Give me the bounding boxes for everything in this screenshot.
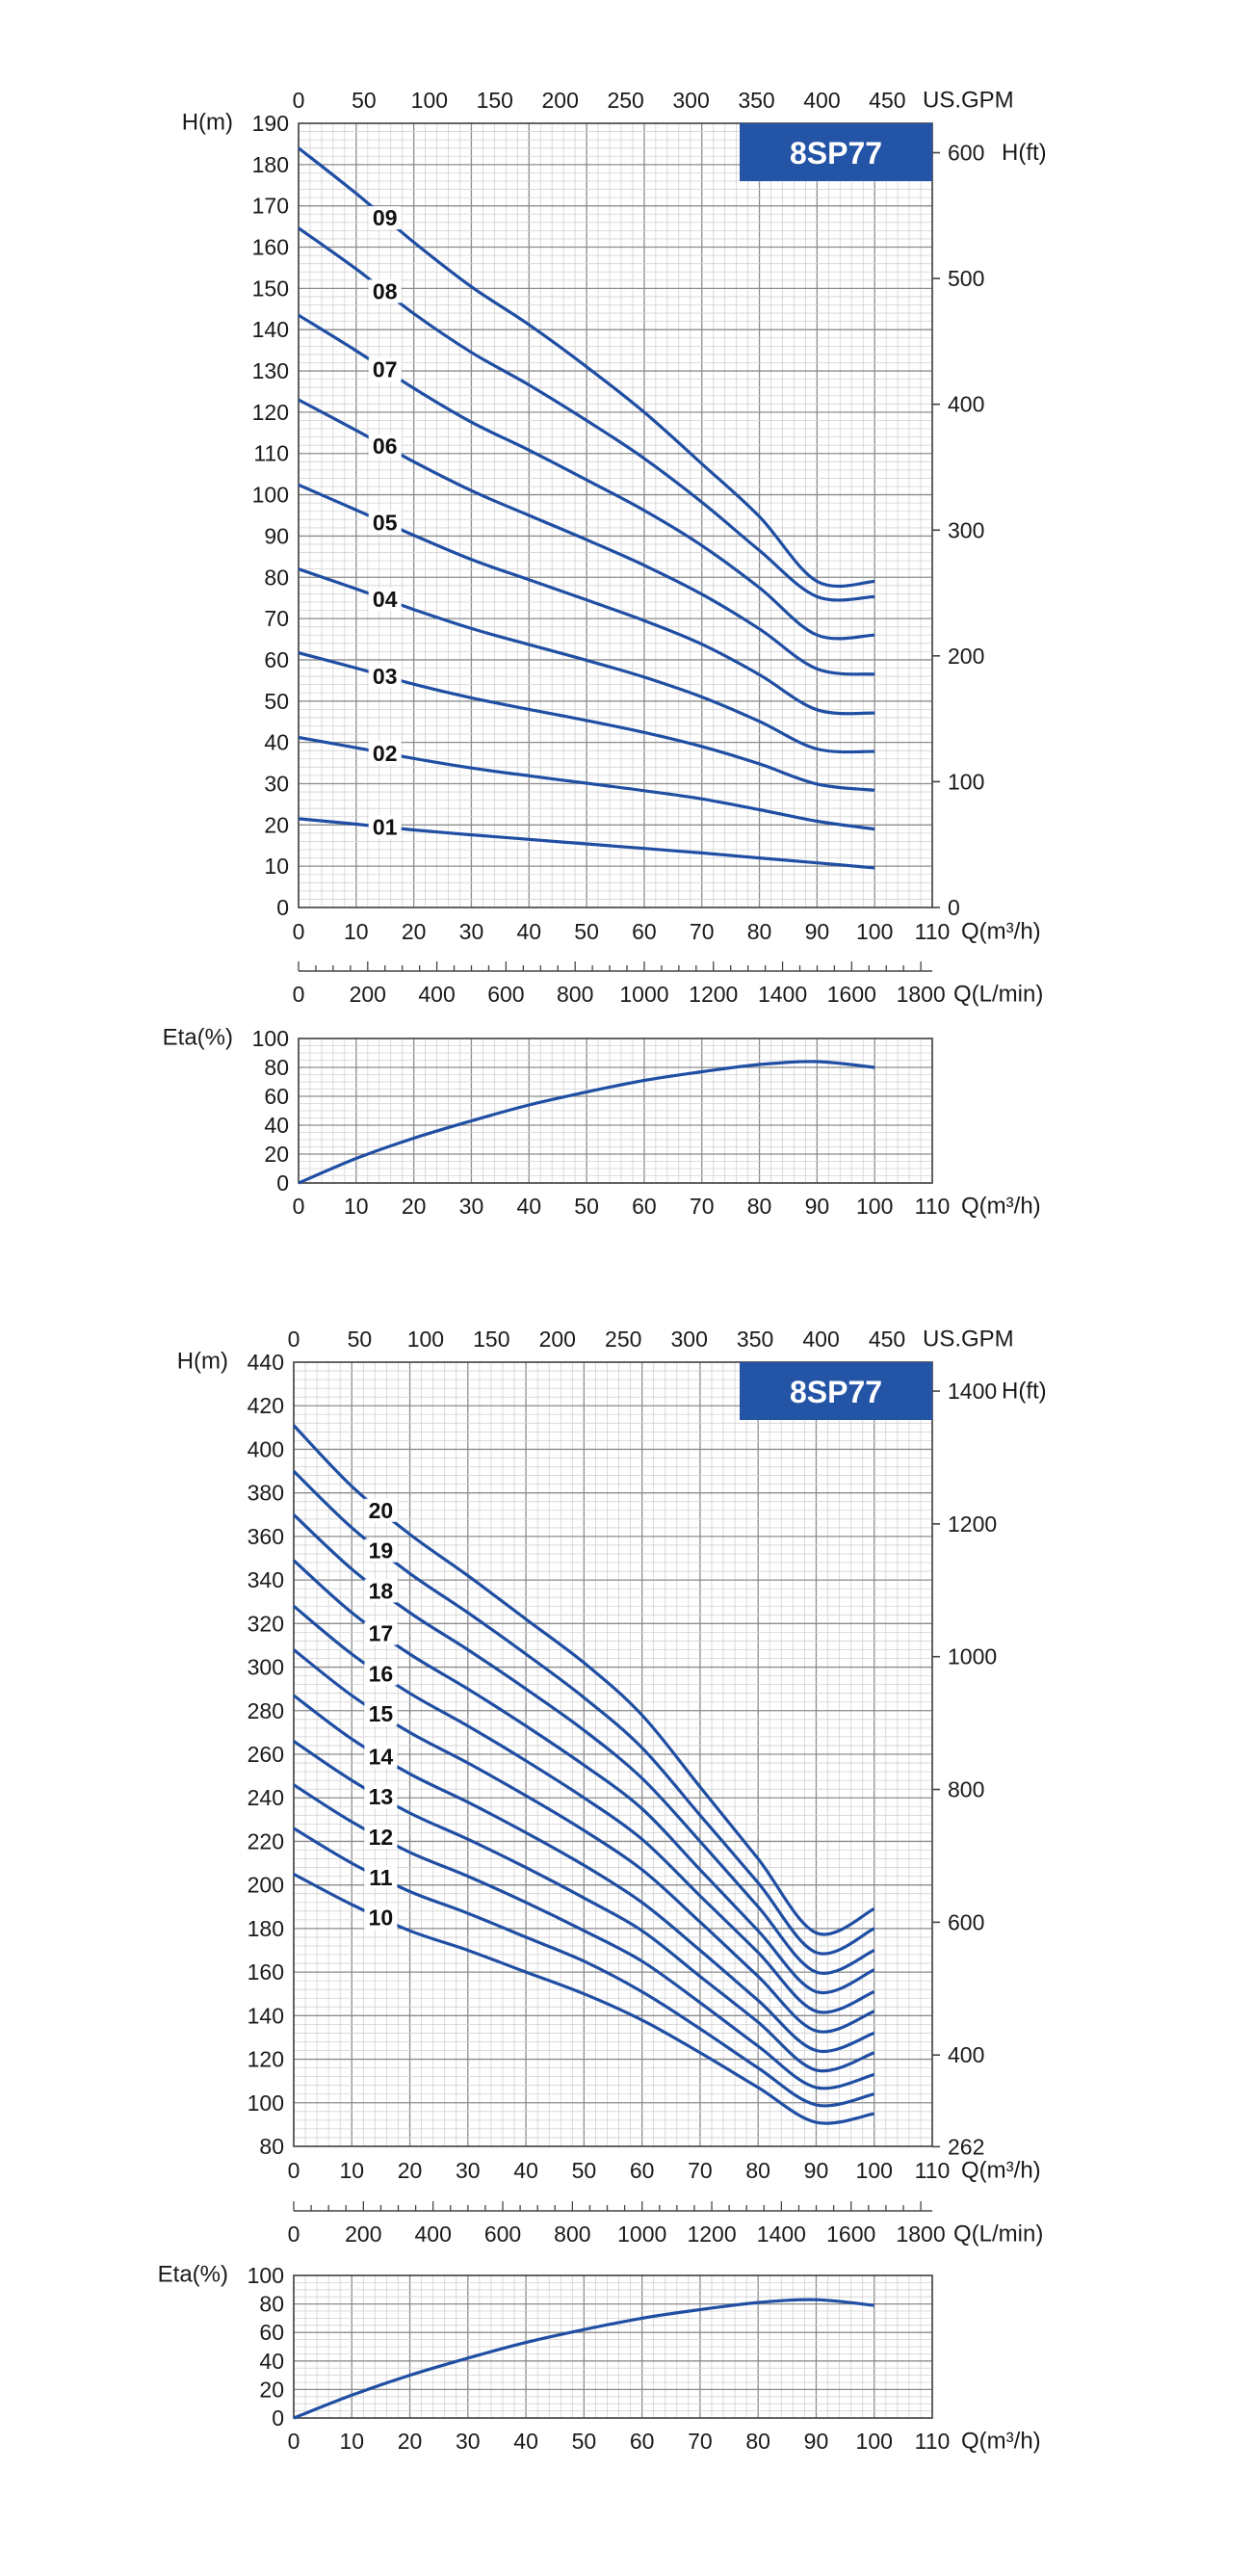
x-tick-label: 1800 [896,982,946,1007]
x-tick-label: 110 [914,2429,951,2454]
x-tick-label: 80 [746,1194,772,1219]
gpm-tick-label: 450 [869,88,906,113]
y-tick-label: 180 [251,151,289,177]
x-tick-label: 110 [914,2158,951,2183]
gpm-tick-label: 250 [607,88,644,113]
x-tick-label: 30 [456,2158,481,2183]
gpm-tick-label: 200 [541,88,579,113]
x-tick-label: 100 [855,1194,894,1219]
x-tick-label: 0 [287,2221,300,2247]
y-tick-label: 260 [247,1742,284,1767]
gpm-axis-label: US.GPM [923,1326,1014,1353]
ft-tick-label: 600 [948,1909,985,1935]
model-badge-label: 8SP77 [789,1375,883,1409]
ft-tick-label: 500 [948,266,985,292]
y-tick-label: 140 [251,317,289,343]
x-tick-label: 70 [688,2429,713,2454]
gpm-tick-label: 300 [672,88,710,113]
y-tick-label: 120 [251,399,289,425]
ft-tick-label: 400 [948,2042,985,2068]
y-tick-label: 80 [259,2134,284,2159]
x-tick-label: 40 [516,919,542,944]
series-label-07: 07 [372,356,398,382]
y-axis-label: Eta(%) [162,1024,233,1051]
x-axis-label: Q(m³/h) [961,918,1041,945]
y-tick-label: 20 [264,1142,289,1167]
gpm-tick-label: 50 [347,1327,373,1352]
y-tick-label: 130 [251,358,289,384]
x-tick-label: 100 [855,2429,893,2454]
ft-tick-label: 300 [948,517,985,543]
y-tick-label: 80 [264,565,289,591]
gpm-tick-label: 350 [738,88,775,113]
x-tick-label: 20 [401,1194,427,1219]
y-tick-label: 60 [259,2320,284,2346]
series-label-01: 01 [372,814,398,840]
gpm-tick-label: 450 [868,1327,906,1352]
y-tick-label: 100 [247,2263,284,2288]
x-tick-label: 200 [345,2221,382,2247]
y-tick-label: 0 [272,2405,284,2431]
x-tick-label: 10 [344,919,369,944]
x-tick-label: 90 [803,2429,829,2454]
ft-axis-label: H(ft) [1002,1378,1047,1405]
x-tick-label: 80 [746,919,772,944]
x-tick-label: 90 [804,1194,830,1219]
y-tick-label: 20 [259,2377,284,2403]
x-axis-label: Q(m³/h) [961,1193,1041,1220]
y-tick-label: 320 [247,1611,284,1637]
flow-lmin-axis-bottom [288,2201,1044,2247]
x-tick-label: 70 [689,919,715,944]
y-tick-label: 40 [264,1113,289,1138]
y-tick-label: 10 [264,854,289,880]
x-tick-label: 0 [292,982,305,1007]
y-tick-label: 0 [276,895,289,920]
gpm-tick-label: 200 [538,1327,576,1352]
y-tick-label: 100 [247,2090,284,2116]
y-tick-label: 220 [247,1828,284,1854]
y-tick-label: 40 [259,2348,284,2374]
series-label-17: 17 [368,1620,394,1646]
y-tick-label: 50 [264,688,289,714]
y-tick-label: 300 [247,1654,284,1680]
x-tick-label: 0 [287,2158,300,2183]
y-axis-label: Eta(%) [157,2261,228,2288]
ft-tick-label: 1400 [948,1379,998,1405]
x-axis-label: Q(L/min) [953,981,1044,1008]
ft-tick-label: 800 [948,1776,985,1802]
x-tick-label: 0 [292,1194,305,1219]
x-tick-label: 800 [556,982,594,1007]
x-tick-label: 10 [344,1194,369,1219]
ft-axis-label: H(ft) [1002,140,1047,167]
x-tick-label: 30 [458,1194,484,1219]
model-badge-label: 8SP77 [789,136,883,171]
series-label-12: 12 [368,1824,394,1850]
y-tick-label: 150 [251,276,289,302]
ft-tick-label: 1200 [948,1511,998,1537]
y-tick-label: 30 [264,771,289,797]
y-tick-label: 0 [276,1170,289,1196]
x-tick-label: 1400 [757,982,808,1007]
grid [294,2275,932,2418]
ft-tick-label: 100 [948,769,985,795]
ft-tick-label: 0 [948,895,960,920]
x-tick-label: 50 [571,2158,597,2183]
series-label-19: 19 [368,1538,394,1564]
y-tick-label: 100 [251,482,289,508]
y-tick-label: 180 [247,1915,284,1941]
x-tick-label: 70 [688,2158,713,2183]
x-tick-label: 60 [632,919,657,944]
x-tick-label: 600 [487,982,525,1007]
y-tick-label: 80 [264,1055,289,1080]
y-tick-label: 60 [264,1084,289,1109]
series-label-13: 13 [368,1784,394,1810]
x-tick-label: 30 [456,2429,481,2454]
x-tick-label: 50 [574,1194,599,1219]
y-axis-label: H(m) [181,109,233,136]
series-label-02: 02 [372,740,398,766]
gpm-tick-label: 100 [406,1327,445,1352]
x-tick-label: 200 [349,982,386,1007]
y-tick-label: 440 [247,1350,284,1375]
x-tick-label: 80 [745,2158,770,2183]
x-tick-label: 0 [287,2429,300,2454]
series-label-05: 05 [372,510,398,536]
y-tick-label: 340 [247,1567,284,1593]
x-tick-label: 1800 [896,2221,946,2247]
y-tick-label: 380 [247,1480,284,1506]
x-tick-label: 100 [855,2158,893,2183]
gpm-tick-label: 0 [287,1327,300,1352]
x-tick-label: 20 [401,919,427,944]
y-tick-label: 400 [247,1436,284,1462]
x-tick-label: 400 [414,2221,452,2247]
x-tick-label: 70 [689,1194,715,1219]
x-tick-label: 20 [397,2429,423,2454]
series-label-14: 14 [368,1744,394,1770]
gpm-tick-label: 150 [476,88,513,113]
x-tick-label: 1200 [687,2221,737,2247]
ft-tick-label: 262 [948,2134,985,2160]
x-tick-label: 1400 [756,2221,806,2247]
series-label-18: 18 [368,1578,394,1604]
y-tick-label: 120 [247,2046,284,2072]
x-tick-label: 10 [339,2429,365,2454]
series-label-09: 09 [372,205,398,231]
y-tick-label: 360 [247,1523,284,1549]
x-tick-label: 0 [292,919,305,944]
grid [299,1038,932,1183]
series-label-04: 04 [372,586,398,612]
x-tick-label: 1000 [617,2221,667,2247]
y-tick-label: 170 [251,193,289,219]
y-tick-label: 60 [264,646,289,672]
y-tick-label: 280 [247,1697,284,1723]
x-tick-label: 60 [629,2429,655,2454]
series-label-15: 15 [368,1701,394,1727]
x-tick-label: 30 [458,919,484,944]
y-tick-label: 160 [251,234,289,260]
x-tick-label: 60 [629,2158,655,2183]
efficiency-chart-top [163,1025,1041,1220]
x-tick-label: 90 [803,2158,829,2183]
x-tick-label: 50 [571,2429,597,2454]
y-tick-label: 20 [264,812,289,838]
x-tick-label: 40 [516,1194,542,1219]
x-tick-label: 60 [632,1194,657,1219]
x-tick-label: 90 [804,919,830,944]
ft-tick-label: 400 [948,391,985,417]
gpm-tick-label: 100 [410,88,449,113]
y-tick-label: 110 [253,440,289,466]
y-tick-label: 100 [251,1026,289,1051]
gpm-tick-label: 300 [670,1327,708,1352]
gpm-tick-label: 50 [352,88,377,113]
y-tick-label: 90 [264,523,289,549]
series-label-08: 08 [372,278,398,304]
x-axis-label: Q(m³/h) [961,2157,1041,2184]
x-tick-label: 400 [418,982,456,1007]
ft-tick-label: 600 [948,140,985,166]
x-tick-label: 100 [855,919,894,944]
x-tick-label: 50 [574,919,599,944]
series-label-06: 06 [372,434,398,460]
gpm-tick-label: 0 [292,88,305,113]
head-chart-top [182,88,1047,945]
x-tick-label: 800 [554,2221,591,2247]
efficiency-chart-bottom [158,2262,1041,2455]
y-tick-label: 200 [247,1872,284,1898]
series-label-20: 20 [368,1497,394,1523]
x-axis-label: Q(L/min) [953,2221,1044,2247]
gpm-tick-label: 250 [605,1327,642,1352]
x-tick-label: 40 [513,2158,538,2183]
x-tick-label: 10 [339,2158,365,2183]
y-tick-label: 80 [259,2291,284,2317]
gpm-tick-label: 350 [736,1327,774,1352]
x-tick-label: 40 [513,2429,538,2454]
series-label-16: 16 [368,1661,394,1687]
flow-lmin-axis-top [293,961,1044,1008]
ft-tick-label: 1000 [948,1643,998,1669]
x-axis-label: Q(m³/h) [961,2428,1041,2455]
y-tick-label: 240 [247,1785,284,1811]
gpm-tick-label: 150 [473,1327,510,1352]
gpm-tick-label: 400 [803,88,841,113]
y-tick-label: 40 [264,729,289,755]
series-label-10: 10 [368,1905,394,1931]
x-tick-label: 110 [914,919,951,944]
gpm-tick-label: 400 [802,1327,840,1352]
x-tick-label: 80 [745,2429,770,2454]
y-tick-label: 70 [264,606,289,632]
gpm-axis-label: US.GPM [923,87,1014,114]
series-label-03: 03 [372,663,398,689]
head-chart-bottom [177,1327,1047,2184]
series-label-11: 11 [369,1864,393,1890]
x-tick-label: 1200 [689,982,739,1007]
x-tick-label: 1000 [619,982,669,1007]
y-tick-label: 420 [247,1393,284,1419]
y-tick-label: 140 [247,2003,284,2029]
y-tick-label: 160 [247,1959,284,1985]
x-tick-label: 1600 [826,982,876,1007]
ft-tick-label: 200 [948,643,985,669]
x-tick-label: 20 [397,2158,423,2183]
y-tick-label: 190 [251,111,289,136]
y-axis-label: H(m) [176,1348,228,1375]
x-tick-label: 600 [483,2221,522,2247]
x-tick-label: 110 [914,1194,951,1219]
x-tick-label: 1600 [826,2221,876,2247]
